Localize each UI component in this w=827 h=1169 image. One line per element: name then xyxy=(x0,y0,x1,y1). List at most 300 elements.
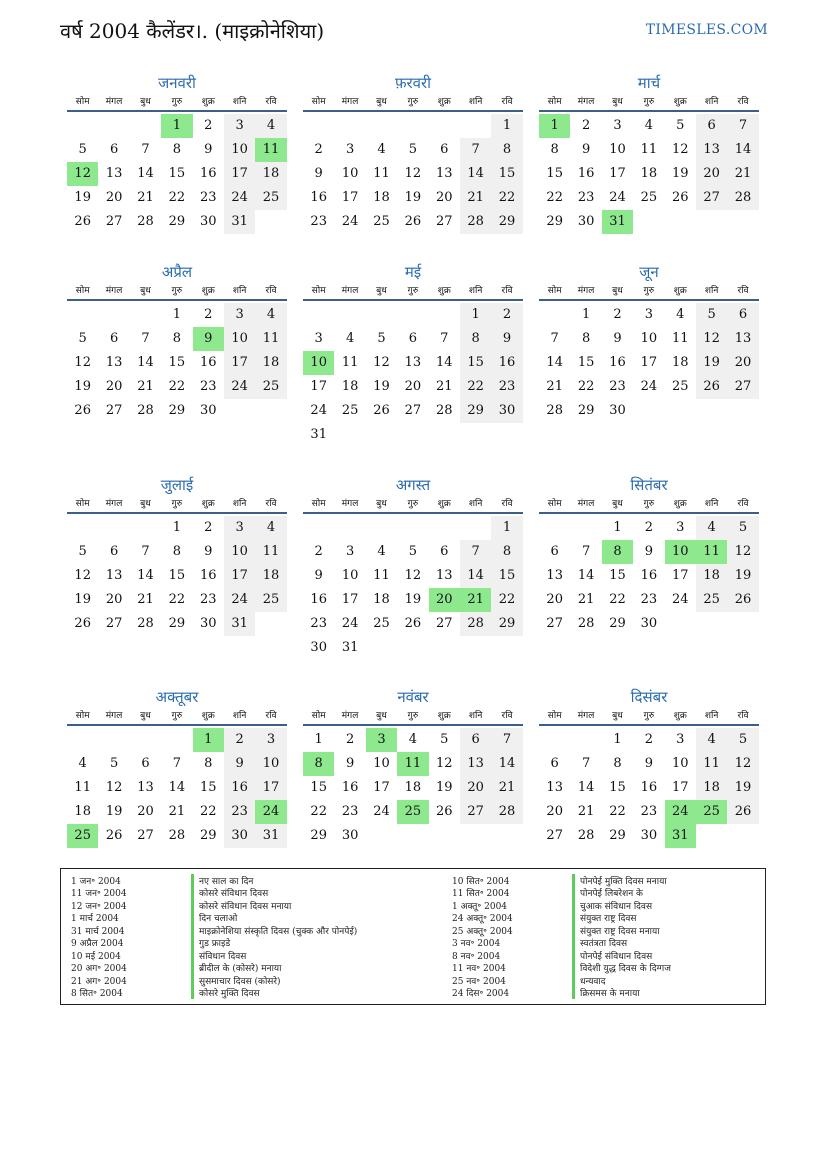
day-cell: 27 xyxy=(105,214,123,229)
day-cell: 26 xyxy=(404,214,422,229)
day-cell: 24 xyxy=(224,375,255,399)
legend-row xyxy=(71,924,357,937)
month-calendar xyxy=(67,684,287,848)
weekday-label: मंगल xyxy=(577,97,595,107)
legend-row xyxy=(452,874,671,887)
day-cell: 21 xyxy=(546,379,563,394)
day-cell: 4 xyxy=(644,118,653,133)
day-cell: 5 xyxy=(109,756,119,771)
weekday-label: मंगल xyxy=(577,711,595,721)
weekday-header xyxy=(539,496,759,514)
legend-holiday-name: पोनपेई मुक्ति दिवस मनाया xyxy=(572,874,667,887)
day-cell: 27 xyxy=(435,616,453,631)
day-cell: 7 xyxy=(550,331,559,346)
day-cell: 11 xyxy=(671,331,689,346)
legend-date: 25 अक्तू॰ 2004 xyxy=(452,926,513,937)
weekday-label: मंगल xyxy=(105,711,123,721)
legend-row xyxy=(71,987,357,1000)
day-cell: 15 xyxy=(546,166,563,181)
day-cell: 10 xyxy=(224,327,255,351)
legend-row xyxy=(452,899,671,912)
weekday-label: शुक्र xyxy=(201,499,215,509)
weekday-label: बुध xyxy=(612,499,623,509)
day-cell: 30 xyxy=(577,214,595,229)
day-cell: 28 xyxy=(137,403,154,418)
weekday-label: मंगल xyxy=(341,711,359,721)
day-cell: 29 xyxy=(168,214,186,229)
holiday-day-cell: 9 xyxy=(193,327,224,351)
day-cell: 25 xyxy=(341,403,359,418)
day-grid xyxy=(539,114,759,234)
day-cell: 24 xyxy=(310,403,327,418)
empty-cell xyxy=(366,516,397,540)
weekday-label: मंगल xyxy=(105,286,123,296)
empty-cell xyxy=(460,114,491,138)
day-cell: 19 xyxy=(671,166,689,181)
day-cell: 5 xyxy=(78,142,87,157)
legend-date: 24 अक्तू॰ 2004 xyxy=(452,914,513,925)
day-cell: 17 xyxy=(609,166,626,181)
weekday-label: सोम xyxy=(311,286,326,296)
day-cell: 21 xyxy=(460,186,491,210)
weekday-label: बुध xyxy=(140,286,151,296)
month-calendar xyxy=(539,70,759,234)
day-cell: 30 xyxy=(199,403,217,418)
weekday-label: बुध xyxy=(612,286,623,296)
day-cell: 22 xyxy=(609,592,626,607)
month-name: जुलाई xyxy=(160,476,194,494)
day-cell: 3 xyxy=(224,516,255,540)
day-cell: 24 xyxy=(224,186,255,210)
legend-date: 10 सित॰ 2004 xyxy=(452,876,510,887)
weekday-label: सोम xyxy=(75,711,90,721)
day-cell: 10 xyxy=(341,166,359,181)
weekday-label: बुध xyxy=(140,499,151,509)
weekday-label: रवि xyxy=(501,711,513,721)
day-cell: 24 xyxy=(640,379,658,394)
weekday-label: गुरु xyxy=(171,97,183,107)
day-cell: 18 xyxy=(74,804,91,819)
holiday-day-cell: 24 xyxy=(665,800,696,824)
day-cell: 13 xyxy=(105,568,123,583)
day-cell: 19 xyxy=(105,804,123,819)
day-cell: 31 xyxy=(255,824,286,848)
weekday-label: शुक्र xyxy=(201,711,215,721)
brand-link[interactable]: TIMESLES.COM xyxy=(645,22,768,38)
weekday-label: शनि xyxy=(232,286,247,296)
day-cell: 11 xyxy=(255,327,286,351)
empty-cell xyxy=(334,114,365,138)
weekday-header xyxy=(303,94,523,112)
day-cell: 7 xyxy=(172,756,181,771)
day-cell: 24 xyxy=(341,214,359,229)
holiday-day-cell: 20 xyxy=(429,588,460,612)
day-cell: 29 xyxy=(168,616,186,631)
day-cell: 5 xyxy=(727,516,758,540)
day-cell: 22 xyxy=(310,804,327,819)
day-cell: 20 xyxy=(696,162,727,186)
day-cell: 17 xyxy=(341,592,359,607)
weekday-label: मंगल xyxy=(105,97,123,107)
holiday-legend xyxy=(60,868,766,1005)
day-cell: 8 xyxy=(172,142,181,157)
day-cell: 12 xyxy=(404,166,422,181)
day-cell: 31 xyxy=(310,427,327,442)
day-cell: 7 xyxy=(141,331,150,346)
day-cell: 6 xyxy=(727,303,758,327)
day-cell: 26 xyxy=(74,616,91,631)
day-cell: 12 xyxy=(404,568,422,583)
day-cell: 3 xyxy=(345,544,355,559)
day-cell: 1 xyxy=(491,516,522,540)
day-cell: 29 xyxy=(491,210,522,234)
weekday-label: शनि xyxy=(468,97,483,107)
day-cell: 1 xyxy=(613,520,622,535)
legend-column-right xyxy=(452,874,671,999)
day-cell: 14 xyxy=(546,355,563,370)
day-cell: 5 xyxy=(408,544,417,559)
legend-holiday-name: नए साल का दिन xyxy=(191,874,253,887)
weekday-header xyxy=(539,283,759,301)
day-cell: 11 xyxy=(640,142,658,157)
day-cell: 1 xyxy=(172,307,181,322)
day-cell: 10 xyxy=(224,540,255,564)
legend-holiday-name: पोनपेई संविधान दिवस xyxy=(572,949,652,962)
day-cell: 6 xyxy=(408,331,417,346)
legend-row xyxy=(452,924,671,937)
legend-holiday-name: धन्यवाद xyxy=(572,974,606,987)
month-name: मई xyxy=(404,263,422,281)
day-cell: 4 xyxy=(255,114,286,138)
month-name: फ़रवरी xyxy=(394,74,432,92)
day-cell: 20 xyxy=(105,592,123,607)
weekday-label: गुरु xyxy=(407,97,419,107)
empty-cell xyxy=(98,728,129,752)
day-cell: 27 xyxy=(137,828,154,843)
day-cell: 16 xyxy=(577,166,595,181)
day-cell: 1 xyxy=(613,732,622,747)
day-cell: 18 xyxy=(255,162,286,186)
weekday-label: सोम xyxy=(311,97,326,107)
day-cell: 16 xyxy=(199,355,217,370)
legend-holiday-name: माइक्रोनेशिया संस्कृति दिवस (चुक्क और पोनपेई) xyxy=(191,924,357,937)
day-cell: 9 xyxy=(314,568,323,583)
weekday-label: गुरु xyxy=(171,286,183,296)
day-cell: 10 xyxy=(224,138,255,162)
holiday-day-cell: 25 xyxy=(696,800,727,824)
weekday-label: शुक्र xyxy=(437,286,451,296)
day-cell: 8 xyxy=(460,327,491,351)
day-cell: 30 xyxy=(310,640,327,655)
legend-row xyxy=(452,887,671,900)
day-cell: 6 xyxy=(109,331,119,346)
empty-cell xyxy=(67,728,98,752)
month-calendar xyxy=(303,472,523,660)
day-cell: 12 xyxy=(696,327,727,351)
day-cell: 9 xyxy=(224,752,255,776)
day-cell: 28 xyxy=(727,186,758,210)
day-cell: 4 xyxy=(78,756,87,771)
month-name: मार्च xyxy=(637,74,661,92)
weekday-label: सोम xyxy=(311,711,326,721)
day-cell: 7 xyxy=(141,544,150,559)
day-cell: 8 xyxy=(491,138,522,162)
holiday-day-cell: 11 xyxy=(397,752,428,776)
day-cell: 8 xyxy=(550,142,559,157)
day-cell: 17 xyxy=(341,190,359,205)
day-cell: 14 xyxy=(577,568,595,583)
month-name: अक्तूबर xyxy=(155,688,199,706)
empty-cell xyxy=(334,303,365,327)
day-cell: 15 xyxy=(491,162,522,186)
holiday-day-cell: 31 xyxy=(602,210,633,234)
day-cell: 2 xyxy=(204,307,213,322)
weekday-label: शुक्र xyxy=(201,286,215,296)
legend-date: 20 अग॰ 2004 xyxy=(71,964,127,975)
day-cell: 23 xyxy=(199,592,217,607)
day-cell: 21 xyxy=(491,776,522,800)
day-cell: 28 xyxy=(491,800,522,824)
weekday-label: बुध xyxy=(376,286,387,296)
day-cell: 23 xyxy=(640,592,658,607)
day-cell: 20 xyxy=(546,592,563,607)
weekday-label: रवि xyxy=(265,97,277,107)
legend-row xyxy=(71,887,357,900)
legend-date: 21 अग॰ 2004 xyxy=(71,976,127,987)
weekday-header xyxy=(303,708,523,726)
day-cell: 21 xyxy=(137,190,154,205)
day-cell: 7 xyxy=(460,540,491,564)
holiday-day-cell: 25 xyxy=(67,824,98,848)
legend-row xyxy=(452,987,671,1000)
day-cell: 22 xyxy=(199,804,217,819)
day-cell: 29 xyxy=(199,828,217,843)
holiday-day-cell: 10 xyxy=(665,540,696,564)
day-cell: 12 xyxy=(105,780,123,795)
holiday-day-cell: 12 xyxy=(67,162,98,186)
day-cell: 27 xyxy=(546,828,563,843)
day-cell: 2 xyxy=(644,732,653,747)
day-cell: 27 xyxy=(727,375,758,399)
day-cell: 27 xyxy=(546,616,563,631)
weekday-label: रवि xyxy=(501,97,513,107)
day-cell: 7 xyxy=(581,544,591,559)
day-cell: 22 xyxy=(168,592,186,607)
day-cell: 3 xyxy=(345,142,355,157)
empty-cell xyxy=(303,114,334,138)
day-cell: 26 xyxy=(727,588,758,612)
weekday-label: गुरु xyxy=(171,499,183,509)
day-grid xyxy=(303,516,523,660)
day-cell: 25 xyxy=(696,588,727,612)
day-cell: 30 xyxy=(609,403,626,418)
day-cell: 30 xyxy=(199,616,217,631)
holiday-day-cell: 8 xyxy=(602,540,633,564)
day-cell: 2 xyxy=(204,118,213,133)
month-name: दिसंबर xyxy=(630,688,668,706)
day-cell: 4 xyxy=(408,732,417,747)
day-cell: 26 xyxy=(435,804,453,819)
weekday-header xyxy=(67,496,287,514)
day-cell: 18 xyxy=(373,592,390,607)
legend-date: 1 मार्च 2004 xyxy=(71,914,119,925)
day-cell: 15 xyxy=(199,780,217,795)
weekday-label: गुरु xyxy=(171,711,183,721)
weekday-label: रवि xyxy=(265,499,277,509)
holiday-day-cell: 1 xyxy=(161,114,192,138)
day-cell: 6 xyxy=(109,544,119,559)
day-cell: 9 xyxy=(613,331,622,346)
day-cell: 23 xyxy=(577,190,595,205)
day-cell: 26 xyxy=(105,828,123,843)
day-cell: 19 xyxy=(74,190,91,205)
day-cell: 25 xyxy=(255,375,286,399)
day-cell: 28 xyxy=(546,403,563,418)
weekday-label: बुध xyxy=(140,711,151,721)
empty-cell xyxy=(539,516,570,540)
day-cell: 27 xyxy=(105,403,123,418)
legend-holiday-name: सुसमाचार दिवस (कोसरे) xyxy=(191,974,281,987)
day-cell: 14 xyxy=(137,166,154,181)
day-cell: 17 xyxy=(255,776,286,800)
weekday-label: मंगल xyxy=(105,499,123,509)
holiday-day-cell: 21 xyxy=(460,588,491,612)
day-cell: 26 xyxy=(74,403,91,418)
weekday-label: सोम xyxy=(75,499,90,509)
day-cell: 20 xyxy=(435,190,453,205)
day-cell: 19 xyxy=(373,379,390,394)
day-cell: 5 xyxy=(377,331,386,346)
empty-cell xyxy=(303,516,334,540)
day-grid xyxy=(67,303,287,423)
day-grid xyxy=(303,303,523,447)
day-cell: 19 xyxy=(74,592,91,607)
day-cell: 29 xyxy=(460,399,491,423)
day-cell: 24 xyxy=(609,190,626,205)
day-cell: 18 xyxy=(696,776,727,800)
weekday-label: मंगल xyxy=(577,286,595,296)
day-cell: 6 xyxy=(141,756,150,771)
empty-cell xyxy=(67,114,98,138)
day-cell: 3 xyxy=(224,114,255,138)
day-cell: 31 xyxy=(341,640,359,655)
day-cell: 3 xyxy=(314,331,323,346)
holiday-day-cell: 1 xyxy=(193,728,224,752)
holiday-day-cell: 1 xyxy=(539,114,570,138)
day-cell: 19 xyxy=(74,379,91,394)
weekday-label: बुध xyxy=(612,711,623,721)
day-grid xyxy=(539,303,759,423)
legend-date: 11 जन॰ 2004 xyxy=(71,889,127,900)
day-cell: 23 xyxy=(640,804,658,819)
day-cell: 15 xyxy=(609,780,626,795)
day-cell: 28 xyxy=(577,616,595,631)
day-cell: 9 xyxy=(644,756,653,771)
legend-holiday-name: क्रिसमस के मनाया xyxy=(572,986,640,999)
legend-date: 3 नव॰ 2004 xyxy=(452,939,501,950)
day-cell: 14 xyxy=(460,564,491,588)
day-cell: 30 xyxy=(224,824,255,848)
month-calendar xyxy=(67,259,287,423)
weekday-label: शुक्र xyxy=(437,711,451,721)
legend-holiday-name: कोसरे संविधान दिवस मनाया xyxy=(191,899,291,912)
day-cell: 25 xyxy=(640,190,658,205)
day-cell: 2 xyxy=(491,303,522,327)
month-name: जून xyxy=(639,263,659,281)
day-cell: 2 xyxy=(581,118,591,133)
day-cell: 1 xyxy=(491,114,522,138)
day-cell: 16 xyxy=(199,568,217,583)
day-cell: 10 xyxy=(609,142,626,157)
day-cell: 8 xyxy=(491,540,522,564)
day-grid xyxy=(303,114,523,234)
day-grid xyxy=(67,728,287,848)
empty-cell xyxy=(539,303,570,327)
day-cell: 14 xyxy=(435,355,453,370)
legend-date: 8 नव॰ 2004 xyxy=(452,951,501,962)
day-cell: 4 xyxy=(676,307,685,322)
day-cell: 22 xyxy=(168,190,186,205)
day-cell: 11 xyxy=(373,166,390,181)
legend-date: 25 नव॰ 2004 xyxy=(452,976,506,987)
day-cell: 5 xyxy=(78,544,87,559)
weekday-label: शुक्र xyxy=(673,711,687,721)
day-cell: 27 xyxy=(105,616,123,631)
day-cell: 9 xyxy=(581,142,591,157)
day-cell: 23 xyxy=(609,379,626,394)
day-cell: 18 xyxy=(640,166,658,181)
day-cell: 29 xyxy=(310,828,327,843)
day-cell: 15 xyxy=(168,568,186,583)
day-cell: 16 xyxy=(640,780,658,795)
day-cell: 13 xyxy=(105,166,123,181)
day-cell: 19 xyxy=(727,564,758,588)
day-cell: 23 xyxy=(199,190,217,205)
day-cell: 5 xyxy=(696,303,727,327)
holiday-day-cell: 3 xyxy=(366,728,397,752)
day-cell: 3 xyxy=(676,520,685,535)
month-name: अप्रैल xyxy=(161,263,193,281)
legend-holiday-name: संयुक्त राष्ट्र दिवस xyxy=(572,911,636,924)
weekday-label: रवि xyxy=(265,711,277,721)
day-cell: 15 xyxy=(168,355,186,370)
weekday-label: गुरु xyxy=(643,286,655,296)
weekday-label: शनि xyxy=(704,97,719,107)
month-calendar xyxy=(67,70,287,234)
weekday-label: शनि xyxy=(232,499,247,509)
day-cell: 16 xyxy=(310,592,327,607)
day-cell: 26 xyxy=(373,403,390,418)
day-cell: 20 xyxy=(727,351,758,375)
day-cell: 22 xyxy=(491,186,522,210)
day-cell: 29 xyxy=(546,214,563,229)
day-cell: 16 xyxy=(341,780,359,795)
empty-cell xyxy=(67,303,98,327)
day-cell: 19 xyxy=(727,776,758,800)
weekday-label: सोम xyxy=(547,286,562,296)
day-cell: 11 xyxy=(696,752,727,776)
day-cell: 24 xyxy=(373,804,390,819)
day-cell: 16 xyxy=(199,166,217,181)
day-cell: 15 xyxy=(609,568,626,583)
day-cell: 11 xyxy=(373,568,390,583)
weekday-label: मंगल xyxy=(341,499,359,509)
day-cell: 21 xyxy=(137,379,154,394)
weekday-label: रवि xyxy=(737,711,749,721)
day-cell: 27 xyxy=(404,403,422,418)
day-cell: 13 xyxy=(727,327,758,351)
day-cell: 2 xyxy=(613,307,622,322)
